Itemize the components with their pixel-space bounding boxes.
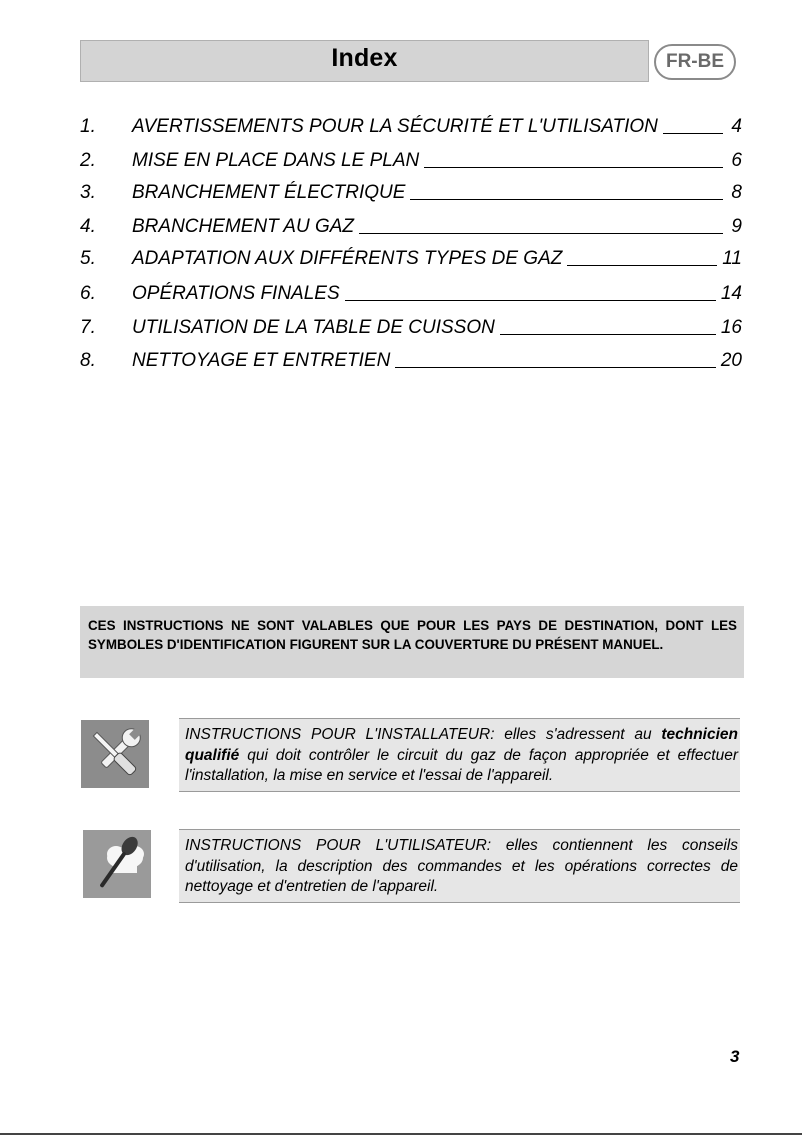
installer-instructions — [179, 718, 740, 792]
toc-title: ADAPTATION AUX DIFFÉRENTS TYPES DE GAZ — [132, 248, 563, 269]
tools-icon — [81, 720, 149, 788]
toc-leader — [395, 366, 716, 368]
index-header — [80, 40, 649, 82]
toc-entry[interactable] — [80, 346, 742, 372]
toc-page: 11 — [722, 248, 742, 269]
toc-page: 16 — [720, 317, 742, 338]
toc-leader — [663, 132, 723, 134]
toc-leader — [345, 299, 716, 301]
installer-rest: qui doit contrôler le circuit du gaz de façon appropriée et effectuer l'installation, la mise en service et l'essai de l'appareil. — [185, 746, 738, 784]
toc-number: 4. — [80, 216, 96, 237]
toc-number: 3. — [80, 182, 96, 203]
toc-entry[interactable] — [80, 244, 742, 270]
toc-entry[interactable] — [80, 212, 742, 238]
toc-title: BRANCHEMENT ÉLECTRIQUE — [132, 182, 406, 203]
installer-emphasis: technicien qualifié — [185, 726, 738, 764]
toc-number: 5. — [80, 248, 96, 269]
toc-page: 4 — [731, 116, 742, 137]
toc-title: MISE EN PLACE DANS LE PLAN — [132, 150, 420, 171]
installer-lead: INSTRUCTIONS POUR L'INSTALLATEUR: elles s'adressent au — [185, 726, 652, 743]
toc-number: 8. — [80, 350, 96, 371]
toc-entry[interactable] — [80, 112, 742, 138]
toc-page: 14 — [720, 283, 742, 304]
toc-page: 6 — [731, 150, 742, 171]
toc-number: 7. — [80, 317, 96, 338]
toc-leader — [424, 166, 723, 168]
bottom-divider — [0, 1133, 802, 1135]
cooking-icon — [83, 830, 151, 898]
toc-page: 20 — [720, 350, 742, 371]
toc-title: OPÉRATIONS FINALES — [132, 283, 340, 304]
page-number: 3 — [730, 1047, 740, 1066]
toc-title: AVERTISSEMENTS POUR LA SÉCURITÉ ET L'UTILISATION — [132, 116, 658, 137]
toc-number: 2. — [80, 150, 96, 171]
toc-entry[interactable] — [80, 146, 742, 172]
toc-entry[interactable] — [80, 279, 742, 305]
page-title: Index — [331, 44, 398, 72]
toc-entry[interactable] — [80, 178, 742, 204]
wrench-screwdriver-icon — [81, 720, 149, 788]
toc-leader — [500, 333, 716, 335]
toc-title: BRANCHEMENT AU GAZ — [132, 216, 355, 237]
toc-leader — [359, 232, 723, 234]
toc-number: 1. — [80, 116, 96, 137]
validity-notice: CES INSTRUCTIONS NE SONT VALABLES QUE POUR LES PAYS DE DESTINATION, DONT LES SYMBOLES D'IDENTIFICATION FIGURENT SUR LA COUVERTURE DU PRÉSENT MANUEL. — [80, 606, 744, 678]
chef-spoon-icon — [83, 830, 151, 898]
toc-title: NETTOYAGE ET ENTRETIEN — [132, 350, 391, 371]
user-instructions: INSTRUCTIONS POUR L'UTILISATEUR: elles contiennent les conseils d'utilisation, la description des commandes et les opérations correctes de nettoyage et d'entretien de l'appareil. — [179, 829, 740, 903]
toc-page: 9 — [731, 216, 742, 237]
toc-title: UTILISATION DE LA TABLE DE CUISSON — [132, 317, 495, 338]
region-badge: FR-BE — [654, 44, 736, 80]
toc-entry[interactable] — [80, 313, 742, 339]
toc-page: 8 — [731, 182, 742, 203]
toc-leader — [410, 198, 723, 200]
toc-leader — [567, 264, 717, 266]
toc-number: 6. — [80, 283, 96, 304]
